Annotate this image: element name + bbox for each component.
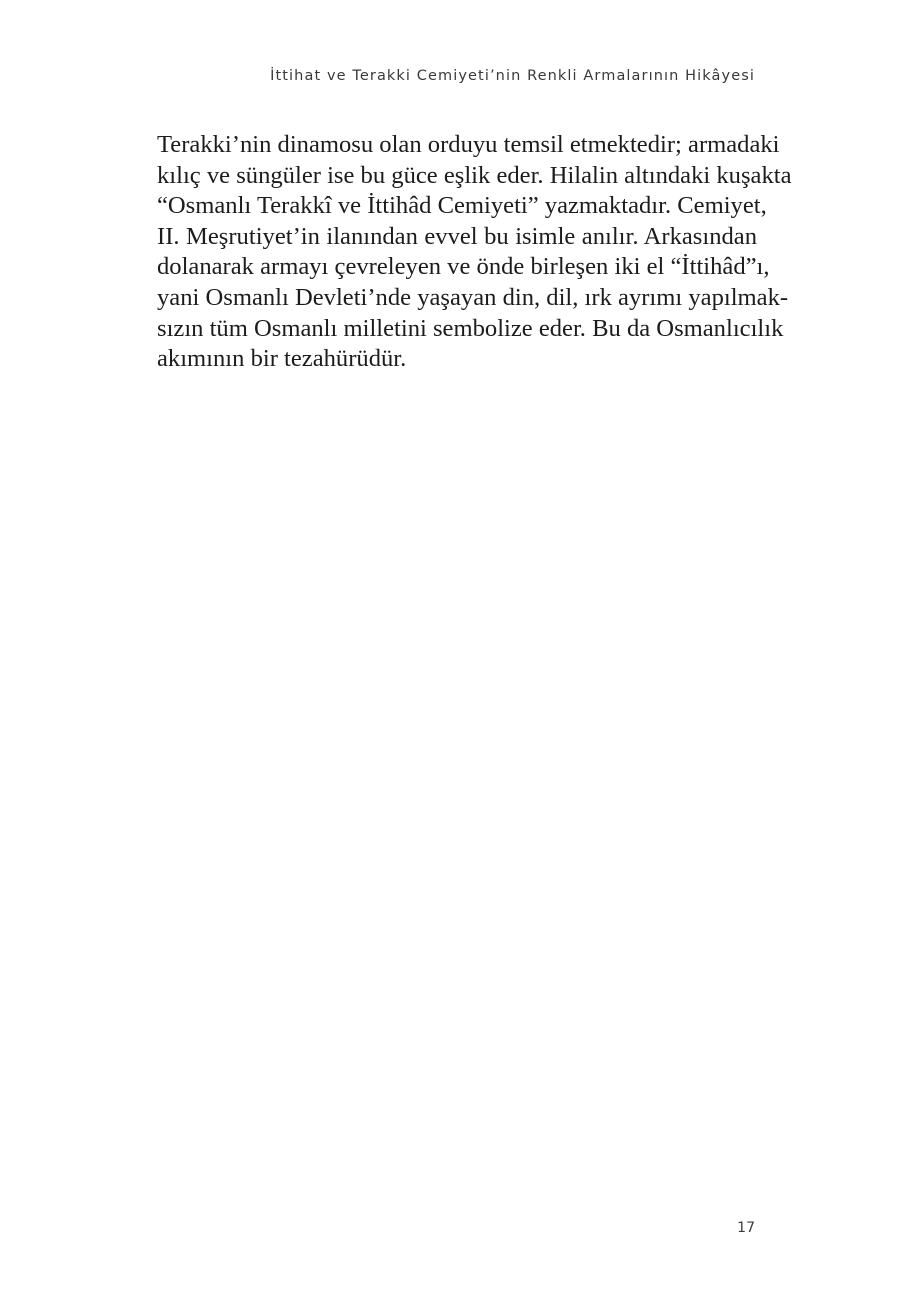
- page-number: 17: [737, 1220, 755, 1236]
- body-paragraph: [157, 130, 792, 375]
- paragraph-line: “Osmanlı Terakkî ve İttihâd Cemiyeti” yazmaktadır. Cemiyet,: [157, 192, 767, 220]
- paragraph-line: akımının bir tezahürüdür.: [157, 345, 407, 373]
- paragraph-line: yani Osmanlı Devleti’nde yaşayan din, dil, ırk ayrımı yapılmak-: [157, 283, 789, 311]
- paragraph-line: dolanarak armayı çevreleyen ve önde birleşen iki el “İttihâd”ı,: [157, 253, 770, 281]
- paragraph-line: kılıç ve süngüler ise bu güce eşlik eder. Hilalin altındaki kuşakta: [157, 161, 792, 189]
- paragraph-line: sızın tüm Osmanlı milletini sembolize eder. Bu da Osmanlıcılık: [157, 314, 784, 342]
- running-header: İttihat ve Terakki Cemiyeti’nin Renkli Armalarının Hikâyesi: [270, 68, 755, 84]
- paragraph-line: Terakki’nin dinamosu olan orduyu temsil etmektedir; armadaki: [157, 131, 780, 158]
- paragraph-line: II. Meşrutiyet’in ilanından evvel bu isimle anılır. Arkasından: [157, 222, 757, 250]
